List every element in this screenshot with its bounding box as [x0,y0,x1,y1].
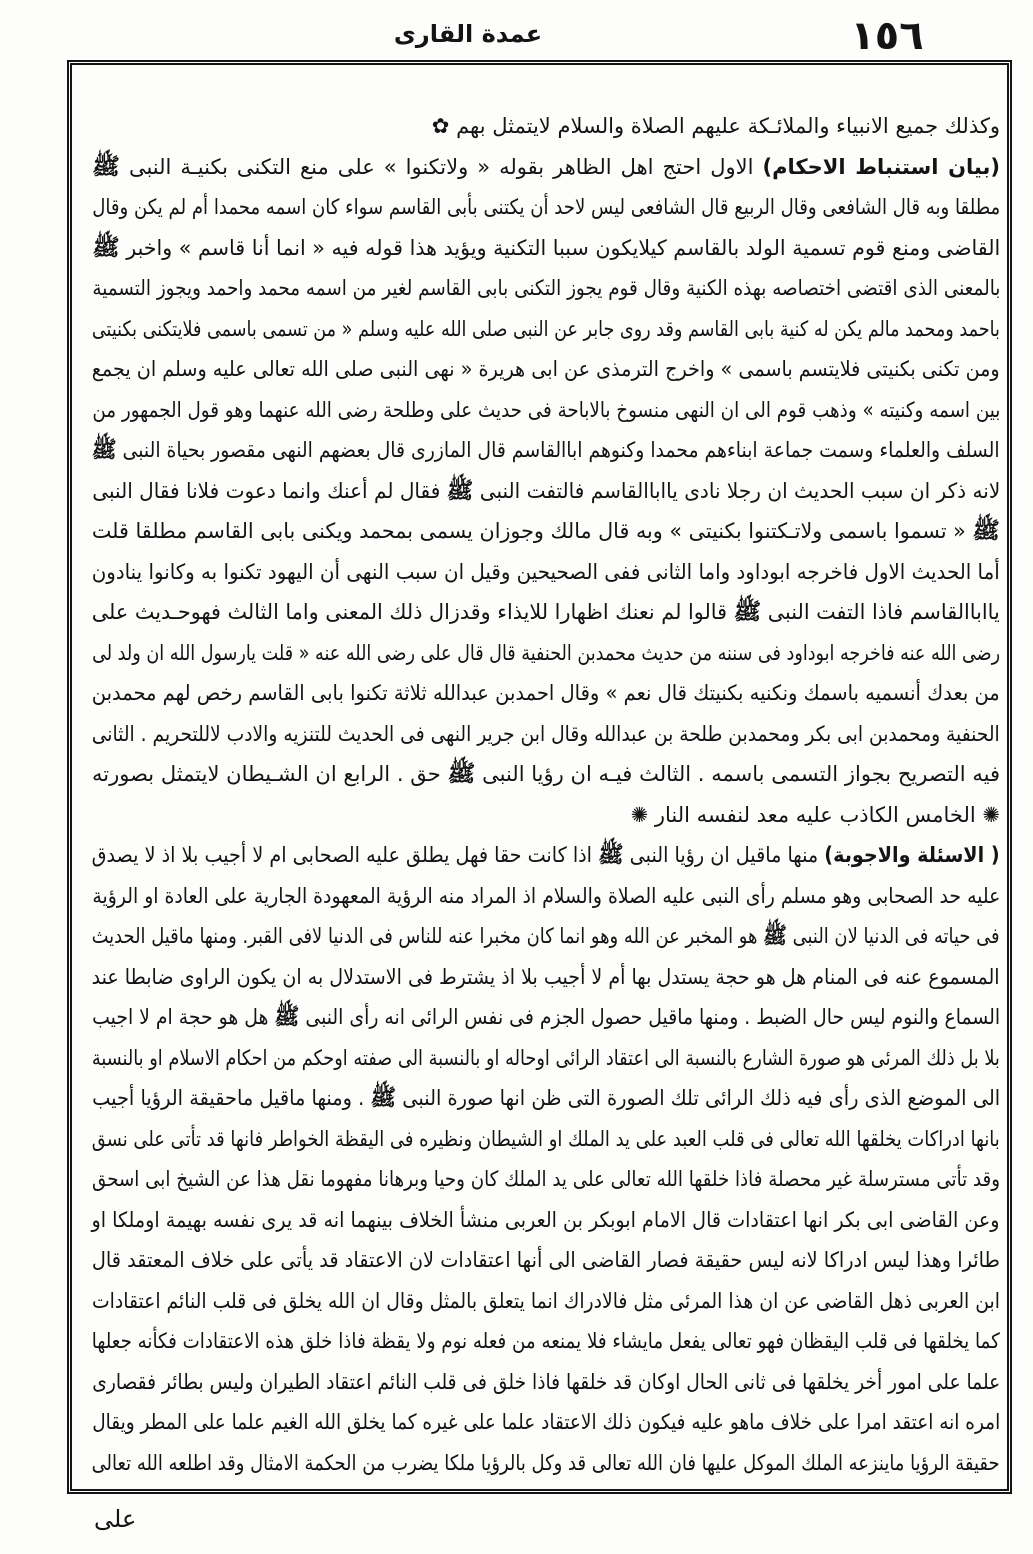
text-line [92,471,1000,512]
text-line [92,1321,1000,1362]
line-text: علما على امور أخر يخلقها فى ثانى الحال اوكان قد خلقها فاذا خلق فى قلب النائم اعتقاد الطيران وليس بطائر فقصارى [92,1369,1000,1394]
text-line [92,1281,1000,1322]
text-line [92,309,1000,350]
line-text: رضى الله عنه فاخرجه ابوداود فى سننه من حديث محمدبن الحنفية قال قال على رضى الله عنه « قلت يارسول الله ان ولد لى [92,640,1000,665]
line-text: عليه حد الصحابى وهو مسلم رأى النبى عليه الصلاة والسلام اذ المراد منه الرؤية المعهودة الجارية على العادة او الرؤية [92,883,1000,908]
text-line [92,390,1000,431]
line-text: السماع والنوم ليس حال الضبط . ومنها ماقيل حصول الجزم فى نفس الرائى انه رأى النبى ﷺ هل هو حجة ام لا اجيب [92,1004,1000,1030]
line-text: الحنفية ومحمدبن ابى بكر ومحمدبن طلحة بن عبدالله وقال ابن جرير النهى فى الحديث للتنزيه والادب لاللتحريم . الثانى [92,721,1000,746]
salawat-ligature: ﷺ [598,842,624,868]
text-line [92,430,1000,471]
section-heading: ( الاسئلة والاجوبة) [824,843,1000,867]
line-text: باحمد ومحمد مالم يكن له كنية بابى القاسم وقد روى جابر عن النبى صلى الله عليه وسلم « من تسمى باسمى فلايتكنى بكنيتى [92,316,1000,341]
line-text: لانه ذكر ان سبب الحديث ان رجلا نادى يااباالقاسم فالتفت النبى ﷺ فقال لم أعنك وانما دعوت فلانا فقال النبى [92,477,1001,504]
text-line [92,997,1000,1038]
text-line [92,754,1000,795]
text-line [92,1402,1000,1443]
salawat-ligature: ﷺ [972,518,1000,544]
catchword: على [94,1505,137,1533]
line-text: وكذلك جميع الانبياء والملائـكة عليهم الصلاة والسلام لايتمثل بهم ✿ [431,114,1000,138]
line-text: القاضى ومنع قوم تسمية الولد بالقاسم كيلايكون سببا التكنية ويؤيد هذا قوله فيه « انما أنا قاسم » واخبر ﷺ [92,234,1001,261]
line-text: بانها ادراكات يخلقها الله تعالى فى قلب العبد على يد الملك او الشيطان ونظيره فى اليقظة الخواطر فانها قد تأتى على نسق [92,1126,1000,1151]
text-line [92,714,1000,755]
text-line [92,187,1000,228]
text-line [92,1119,1000,1160]
line-text [92,147,1000,188]
text-line [92,147,1000,188]
line-text: يااباالقاسم فاذا التفت النبى ﷺ قالوا لم نعنك اظهارا للايذاء وقدزال ذلك المعنى واما الثالث فهوحـديث على [92,599,1000,625]
text-line [92,268,1000,309]
line-text: ✺ الخامس الكاذب عليه معد لنفسه النار ✺ [630,802,1000,827]
text-line [92,1038,1000,1079]
line-text: الى الموضع الذى رأى فيه ذلك الرائى تلك الصورة التى ظن انها صورة النبى ﷺ . ومنها ماقيل ماحقيقة الرؤيا أجيب [92,1085,1001,1111]
line-text: أما الحديث الاول فاخرجه ابوداود واما الثانى ففى الصحيحين وقيل ان سبب النهى أن اليهود تكنوا به وكانوا ينادون [92,559,1000,584]
page-number: ١٥٦ [850,13,924,59]
line-text: بلا بل ذلك المرئى هو صورة الشارع بالنسبة الى اعتقاد الرائى اوحاله او بالنسبة الى صفته اوحكم من احكام الاسلام او بالنسبة [92,1045,1000,1070]
text-line [92,795,1000,836]
running-title: عمدة القارى [393,20,543,48]
salawat-ligature: ﷺ [446,477,474,504]
salawat-ligature: ﷺ [92,234,120,261]
line-text: المسموع عنه فى المنام هل هو حجة يستدل بها أم لا أجيب بلا اذ يشترط فى الاستدلال به ان يكون الراوى ضابطا عند [92,964,1000,989]
text-line [92,1078,1000,1119]
text-line [92,511,1000,552]
line-text: ﷺ « تسموا باسمى ولاتـكتنوا بكنيتى » وبه قال مالك وجوزان يسمى بمحمد ويكنى بابى القاسم مطلقا قلت [92,518,1000,544]
text-line [92,835,1000,876]
line-body-text: الاول احتج اهل الظاهر بقوله « ولاتكنوا » على منع التكنى بكنيـة النبى ﷺ [92,153,754,180]
salawat-ligature: ﷺ [92,437,117,463]
line-text: حقيقة الرؤيا ماينزعه الملك الموكل عليها فان الله تعالى قد وكل بالرؤيا ملكا يضرب من الحكمة الامثال وقد اطلعه الله تعالى [92,1450,1000,1475]
text-line [92,876,1000,917]
line-text: بالمعنى الذى اقتضى اختصاصه بهذه الكنية وقال قوم يجوز التكنى بابى القاسم لغير من اسمه محمد واحمد ويجوز التسمية [92,276,1000,300]
line-text: فى حياته فى الدنيا لان النبى ﷺ هو المخبر عن الله وهو انما كان مخبرا عنه للناس فى الدنيا لافى القبر. ومنها ماقيل الحديث [92,923,1000,949]
line-body-text: منها ماقيل ان رؤيا النبى ﷺ اذا كانت حقا فهل يطلق عليه الصحابى ام لا أجيب بلا اذ لا يصدق [92,842,819,868]
text-line [92,957,1000,998]
line-text: امره انه اعتقد امرا على خلاف ماهو عليه فيكون ذلك الاعتقاد علما على غيره كما يخلق الله الغيم علما على المطر ويقال [92,1410,1000,1434]
line-text: فيه التصريح بجواز التسمى باسمه . الثالث فيـه ان رؤيا النبى ﷺ حق . الرابع ان الشـيطان لايتمثل بصورته [92,761,1000,787]
line-text: طائرا وهذا ليس ادراكا لانه ليس حقيقة فصار القاضى الى أنها اعتقادات لان الاعتقاد قد يأتى على خلاف المعتقد قال [92,1248,1000,1272]
text-line [92,633,1000,674]
line-text: وقد تأتى مسترسلة غير محصلة فاذا خلقها الله تعالى على يد الملك كان وحيا وبرهانا مفهوما نقل هذا عن الشيخ ابى اسحق [92,1167,1000,1191]
salawat-ligature: ﷺ [733,599,762,625]
text-line [92,1362,1000,1403]
text-line [92,1443,1000,1484]
text-line [92,106,1000,147]
salawat-ligature: ﷺ [274,1004,300,1030]
salawat-ligature: ﷺ [447,761,476,787]
line-text: من بعدك أنسميه باسمك ونكنيه بكنيتك قال نعم » وقال احمدبن عبدالله ثلاثة تكنوا بابى القاسم رخص لهم محمدبن [92,681,1000,705]
line-text: مطلقا وبه قال الشافعى وقال الربيع قال الشافعى ليس لاحد أن يكتنى بأبى القاسم سواء كان اسمه محمدا أم لم يكن وقال [92,195,1000,219]
text-line [92,1240,1000,1281]
line-text: وعن القاضى ابى بكر انها اعتقادات قال الامام ابوبكر بن العربى منشأ الخلاف بينهما انه قد يرى نفسه بهيمة اوملكا او [92,1207,1000,1232]
text-line [92,349,1000,390]
text-line [92,916,1000,957]
line-text: ابن العربى ذهل القاضى عن ان هذا المرئى مثل فالادراك انما يتعلق بالمثل وقال ان الله يخلق فى قلب النائم اعتقادات [92,1288,1000,1313]
text-line [92,592,1000,633]
line-text: السلف والعلماء وسمت جماعة ابناءهم محمدا وكنوهم اباالقاسم قال المازرى قال بعضهم النهى مقصور بحياة النبى ﷺ [92,437,1000,463]
line-text: ومن تكنى بكنيتى فلايتسم باسمى » واخرج الترمذى عن ابى هريرة « نهى النبى صلى الله تعالى عليه وسلم ان يجمع [92,357,1000,381]
line-text: بين اسمه وكنيته » وذهب قوم الى ان النهى منسوخ بالاباحة فى حديث على وطلحة رضى الله عنهما وهو قول الجمهور من [92,397,1000,422]
section-heading: (بيان استنباط الاحكام) [762,154,1000,179]
text-line [92,673,1000,714]
salawat-ligature: ﷺ [92,153,120,180]
salawat-ligature: ﷺ [763,923,788,949]
text-line [92,1200,1000,1241]
text-line [92,228,1000,269]
text-line [92,552,1000,593]
text-line [92,1159,1000,1200]
line-text: كما يخلقها فى قلب اليقظان فهو تعالى يفعل مايشاء فلا يمنعه من فعله نوم ولا يقظة فاذا خلق هذه الاعتقادات فكأنه جعلها [92,1329,1000,1353]
line-text [92,835,1000,876]
text-block [92,106,1000,1483]
salawat-ligature: ﷺ [370,1085,396,1111]
page-frame [67,60,1012,1494]
